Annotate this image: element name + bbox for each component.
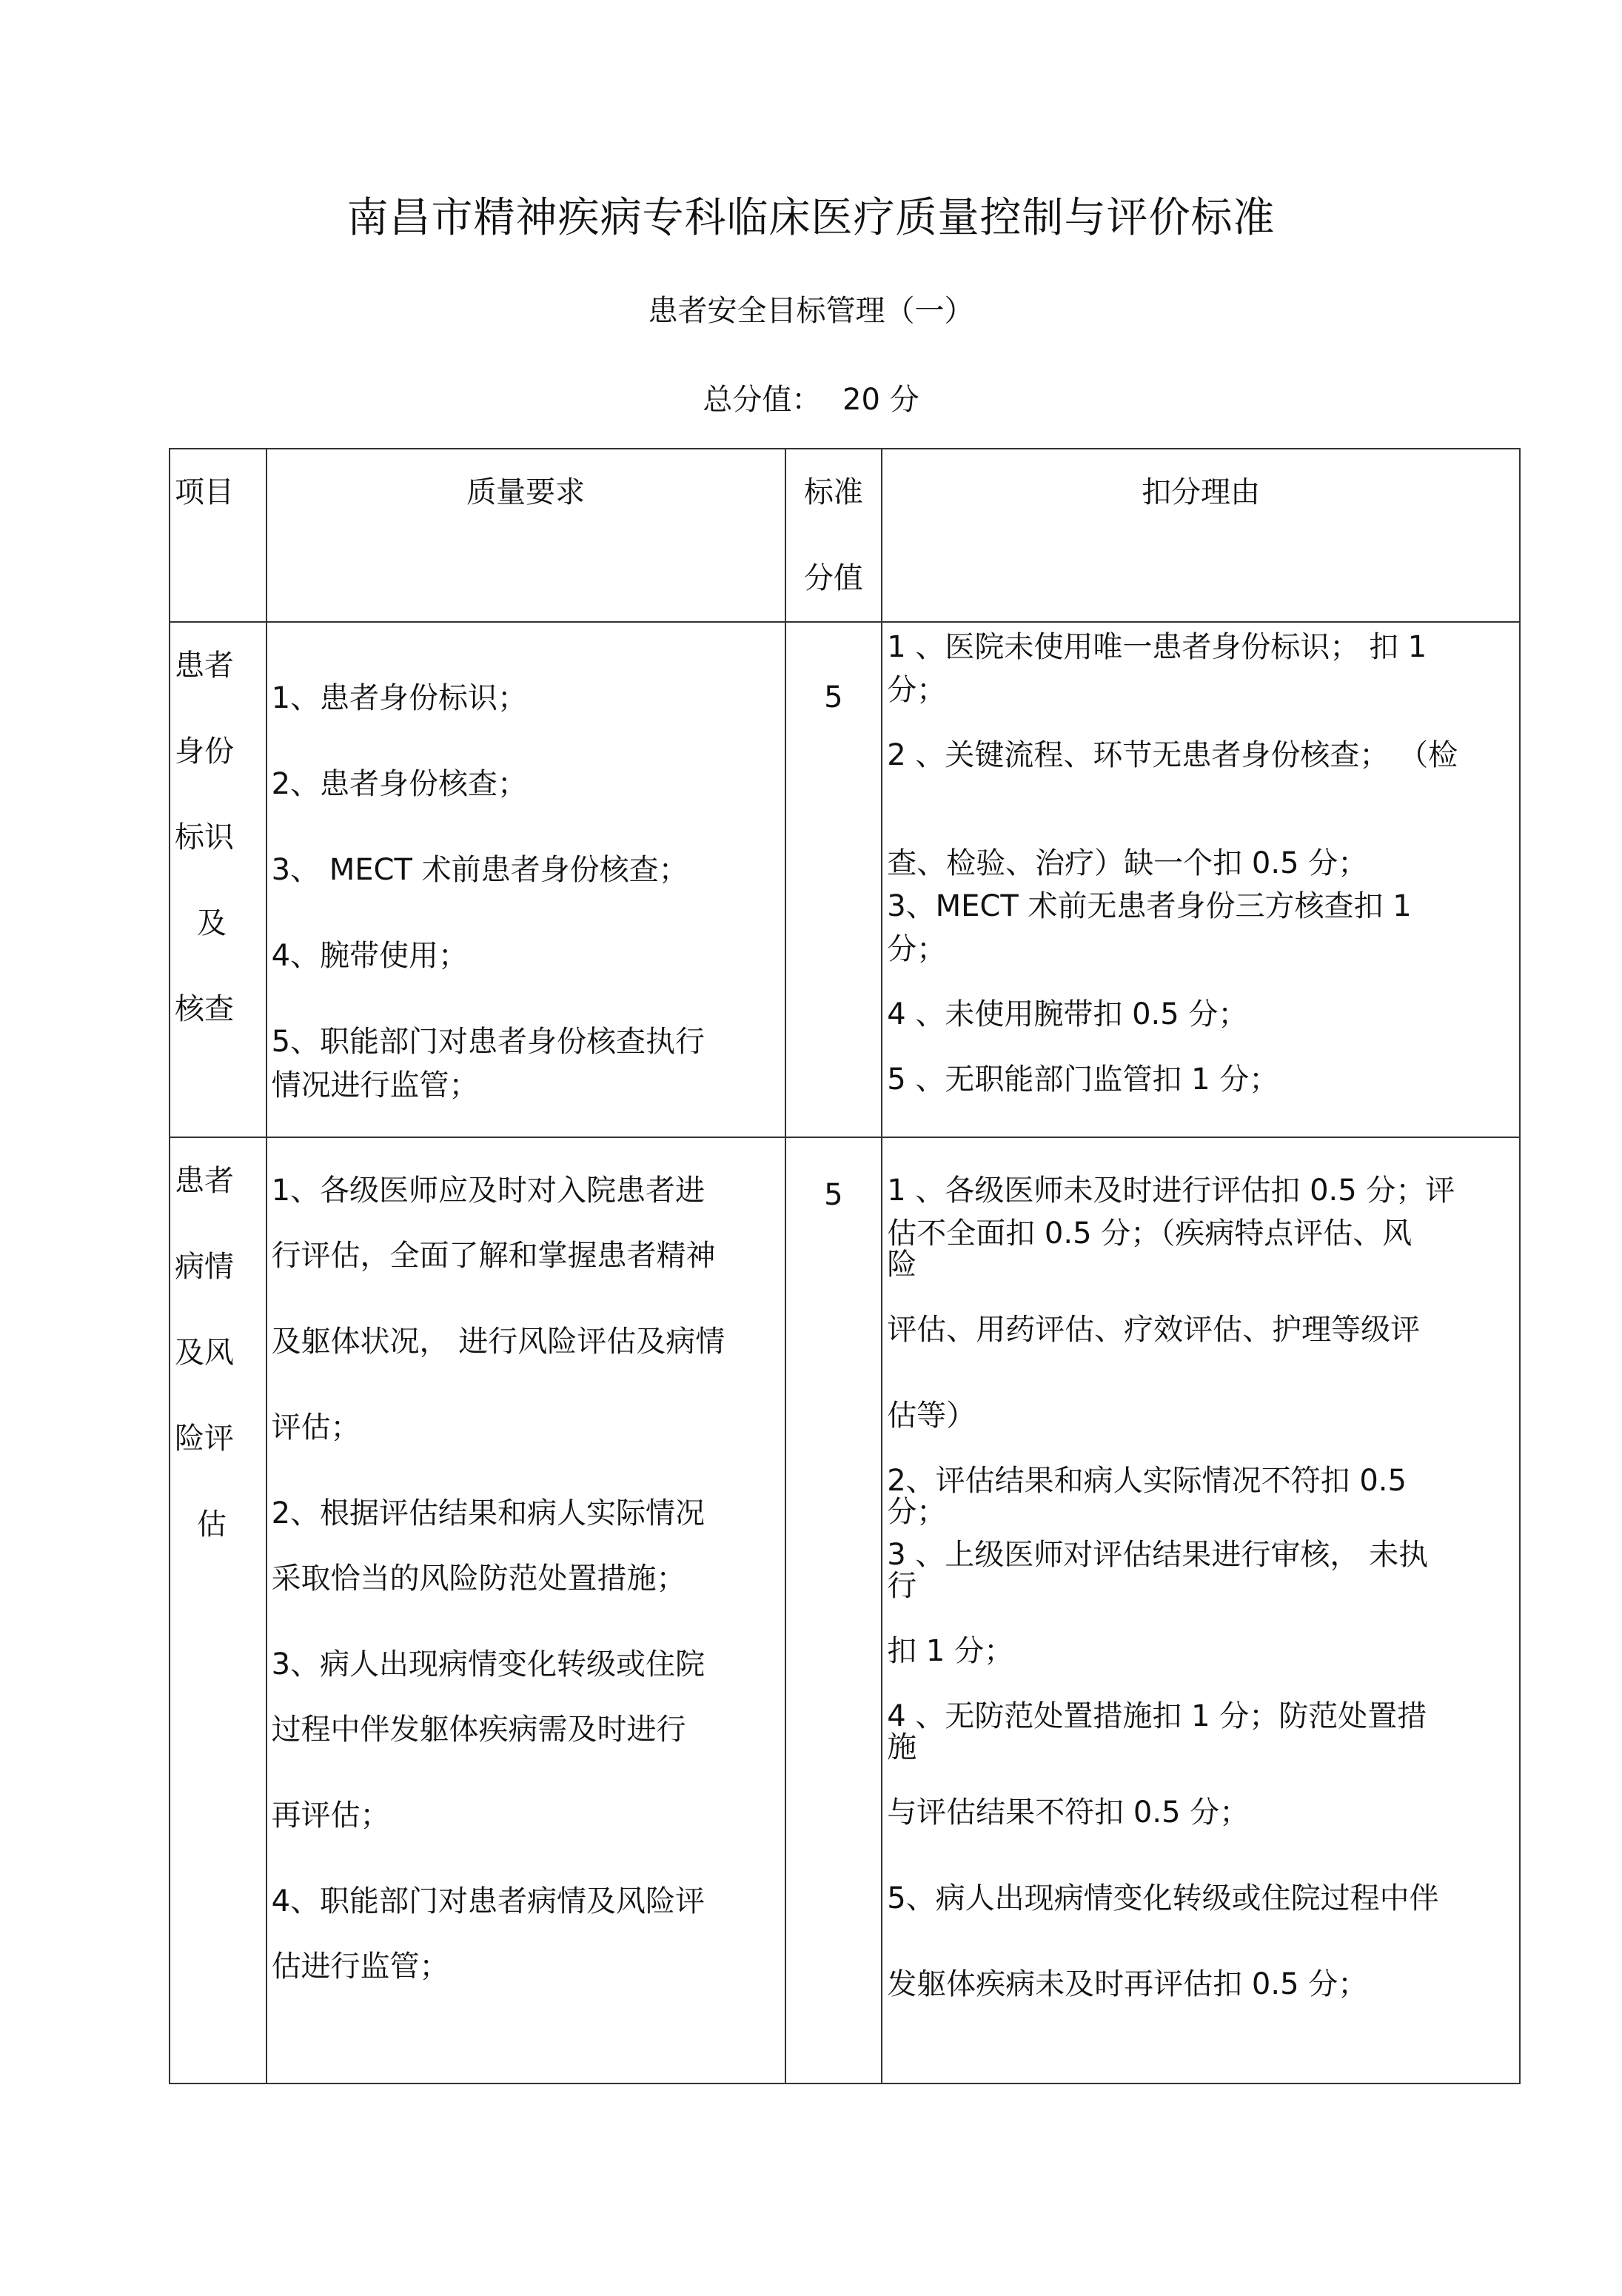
reason-line: 与评估结果不符扣 0.5 分； [887,1795,1250,1830]
header-reason: 扣分理由 [882,449,1520,622]
header-score-line1: 标准 [803,475,863,509]
requirement-line: 及躯体状况， 进行风险评估及病情 [271,1325,725,1359]
requirement-line: 过程中伴发躯体疾病需及时进行 [271,1713,686,1747]
reason-line: 3、MECT 术前无患者身份三方核查扣 1 [887,889,1412,923]
reason-line: 行 [887,1569,917,1603]
reason-line: 5、病人出现病情变化转级或住院过程中伴 [887,1881,1439,1915]
requirement-line: 5、职能部门对患者身份核查执行 [271,1025,706,1059]
score-cell [785,1137,882,2084]
score-cell [785,622,882,1137]
item-cell [170,622,267,1137]
requirement-line: 情况进行监管； [271,1068,479,1102]
reason-line: 险 [887,1248,917,1282]
header-item: 项目 [170,449,267,622]
requirement-line: 采取恰当的风险防范处置措施； [271,1562,686,1596]
item-line: 核查 [175,992,234,1026]
reason-line: 2 、关键流程、环节无患者身份核查； （检 [887,738,1458,772]
reason-line: 查、检验、治疗）缺一个扣 0.5 分； [887,846,1368,880]
document-title: 南昌市精神疾病专科临床医疗质量控制与评价标准 [346,194,1276,242]
reason-line: 分； [887,932,947,966]
total-score-label: 总分值： [703,383,822,417]
reason-line: 1 、各级医师未及时进行评估扣 0.5 分；评 [887,1174,1455,1208]
reason-line: 施 [887,1730,917,1764]
requirement-line: 再评估； [271,1798,390,1833]
header-score [785,449,882,622]
reason-line: 扣 1 分； [887,1634,1014,1668]
reason-line: 估不全面扣 0.5 分；（疾病特点评估、风 [887,1216,1412,1251]
requirement-line: 2、根据评估结果和病人实际情况 [271,1496,706,1530]
quality-standard-table [169,448,1521,2084]
reason-cell [882,1137,1520,2084]
reason-line: 分； [887,673,947,707]
item-line: 估 [197,1507,227,1542]
requirement-line: 行评估，全面了解和掌握患者精神 [271,1239,716,1273]
requirement-line: 2、患者身份核查； [271,767,528,801]
item-line: 身份 [175,734,234,769]
item-line: 患者 [175,1164,234,1198]
reason-line: 3 、上级医师对评估结果进行审核， 未执 [887,1538,1429,1572]
score-value: 5 [824,1178,843,1212]
requirement-cell [267,1137,785,2084]
requirement-line: 3、 MECT 术前患者身份核查； [271,853,688,887]
score-value: 5 [824,680,843,714]
reason-line: 4 、无防范处置措施扣 1 分；防范处置措 [887,1699,1427,1733]
requirement-line: 3、病人出现病情变化转级或住院 [271,1647,706,1681]
reason-line: 估等） [887,1399,976,1433]
header-requirement: 质量要求 [267,449,785,622]
reason-line: 分； [887,1495,947,1529]
item-line: 病情 [175,1250,234,1284]
reason-cell [882,622,1520,1137]
total-score [0,376,1622,418]
reason-line: 发躯体疾病未及时再评估扣 0.5 分； [887,1967,1368,2001]
requirement-line: 1、各级医师应及时对入院患者进 [271,1174,706,1208]
table-header-row [170,449,1520,622]
document-subtitle: 患者安全目标管理（一） [648,294,974,328]
requirement-line: 估进行监管； [271,1949,449,1984]
item-line: 患者 [175,649,234,683]
requirement-line: 评估； [271,1410,361,1445]
item-line: 险评 [175,1422,234,1456]
total-score-value: 20 分 [842,383,919,417]
reason-line: 4 、未使用腕带扣 0.5 分； [887,997,1248,1031]
requirement-cell [267,622,785,1137]
item-line: 标识 [175,820,234,854]
table-row [170,622,1520,1137]
table-row [170,1137,1520,2084]
requirement-line: 1、患者身份标识； [271,681,528,715]
reason-line: 2、评估结果和病人实际情况不符扣 0.5 [887,1464,1407,1498]
requirement-line: 4、腕带使用； [271,939,469,973]
reason-line: 5 、无职能部门监管扣 1 分； [887,1062,1279,1097]
item-line: 及 [197,906,227,940]
item-cell [170,1137,267,2084]
reason-line: 1 、医院未使用唯一患者身份标识； 扣 1 [887,630,1427,664]
item-line: 及风 [175,1336,234,1370]
requirement-line: 4、职能部门对患者病情及风险评 [271,1884,706,1918]
reason-line: 评估、用药评估、疗效评估、护理等级评 [887,1313,1421,1347]
header-score-line2: 分值 [803,561,863,595]
